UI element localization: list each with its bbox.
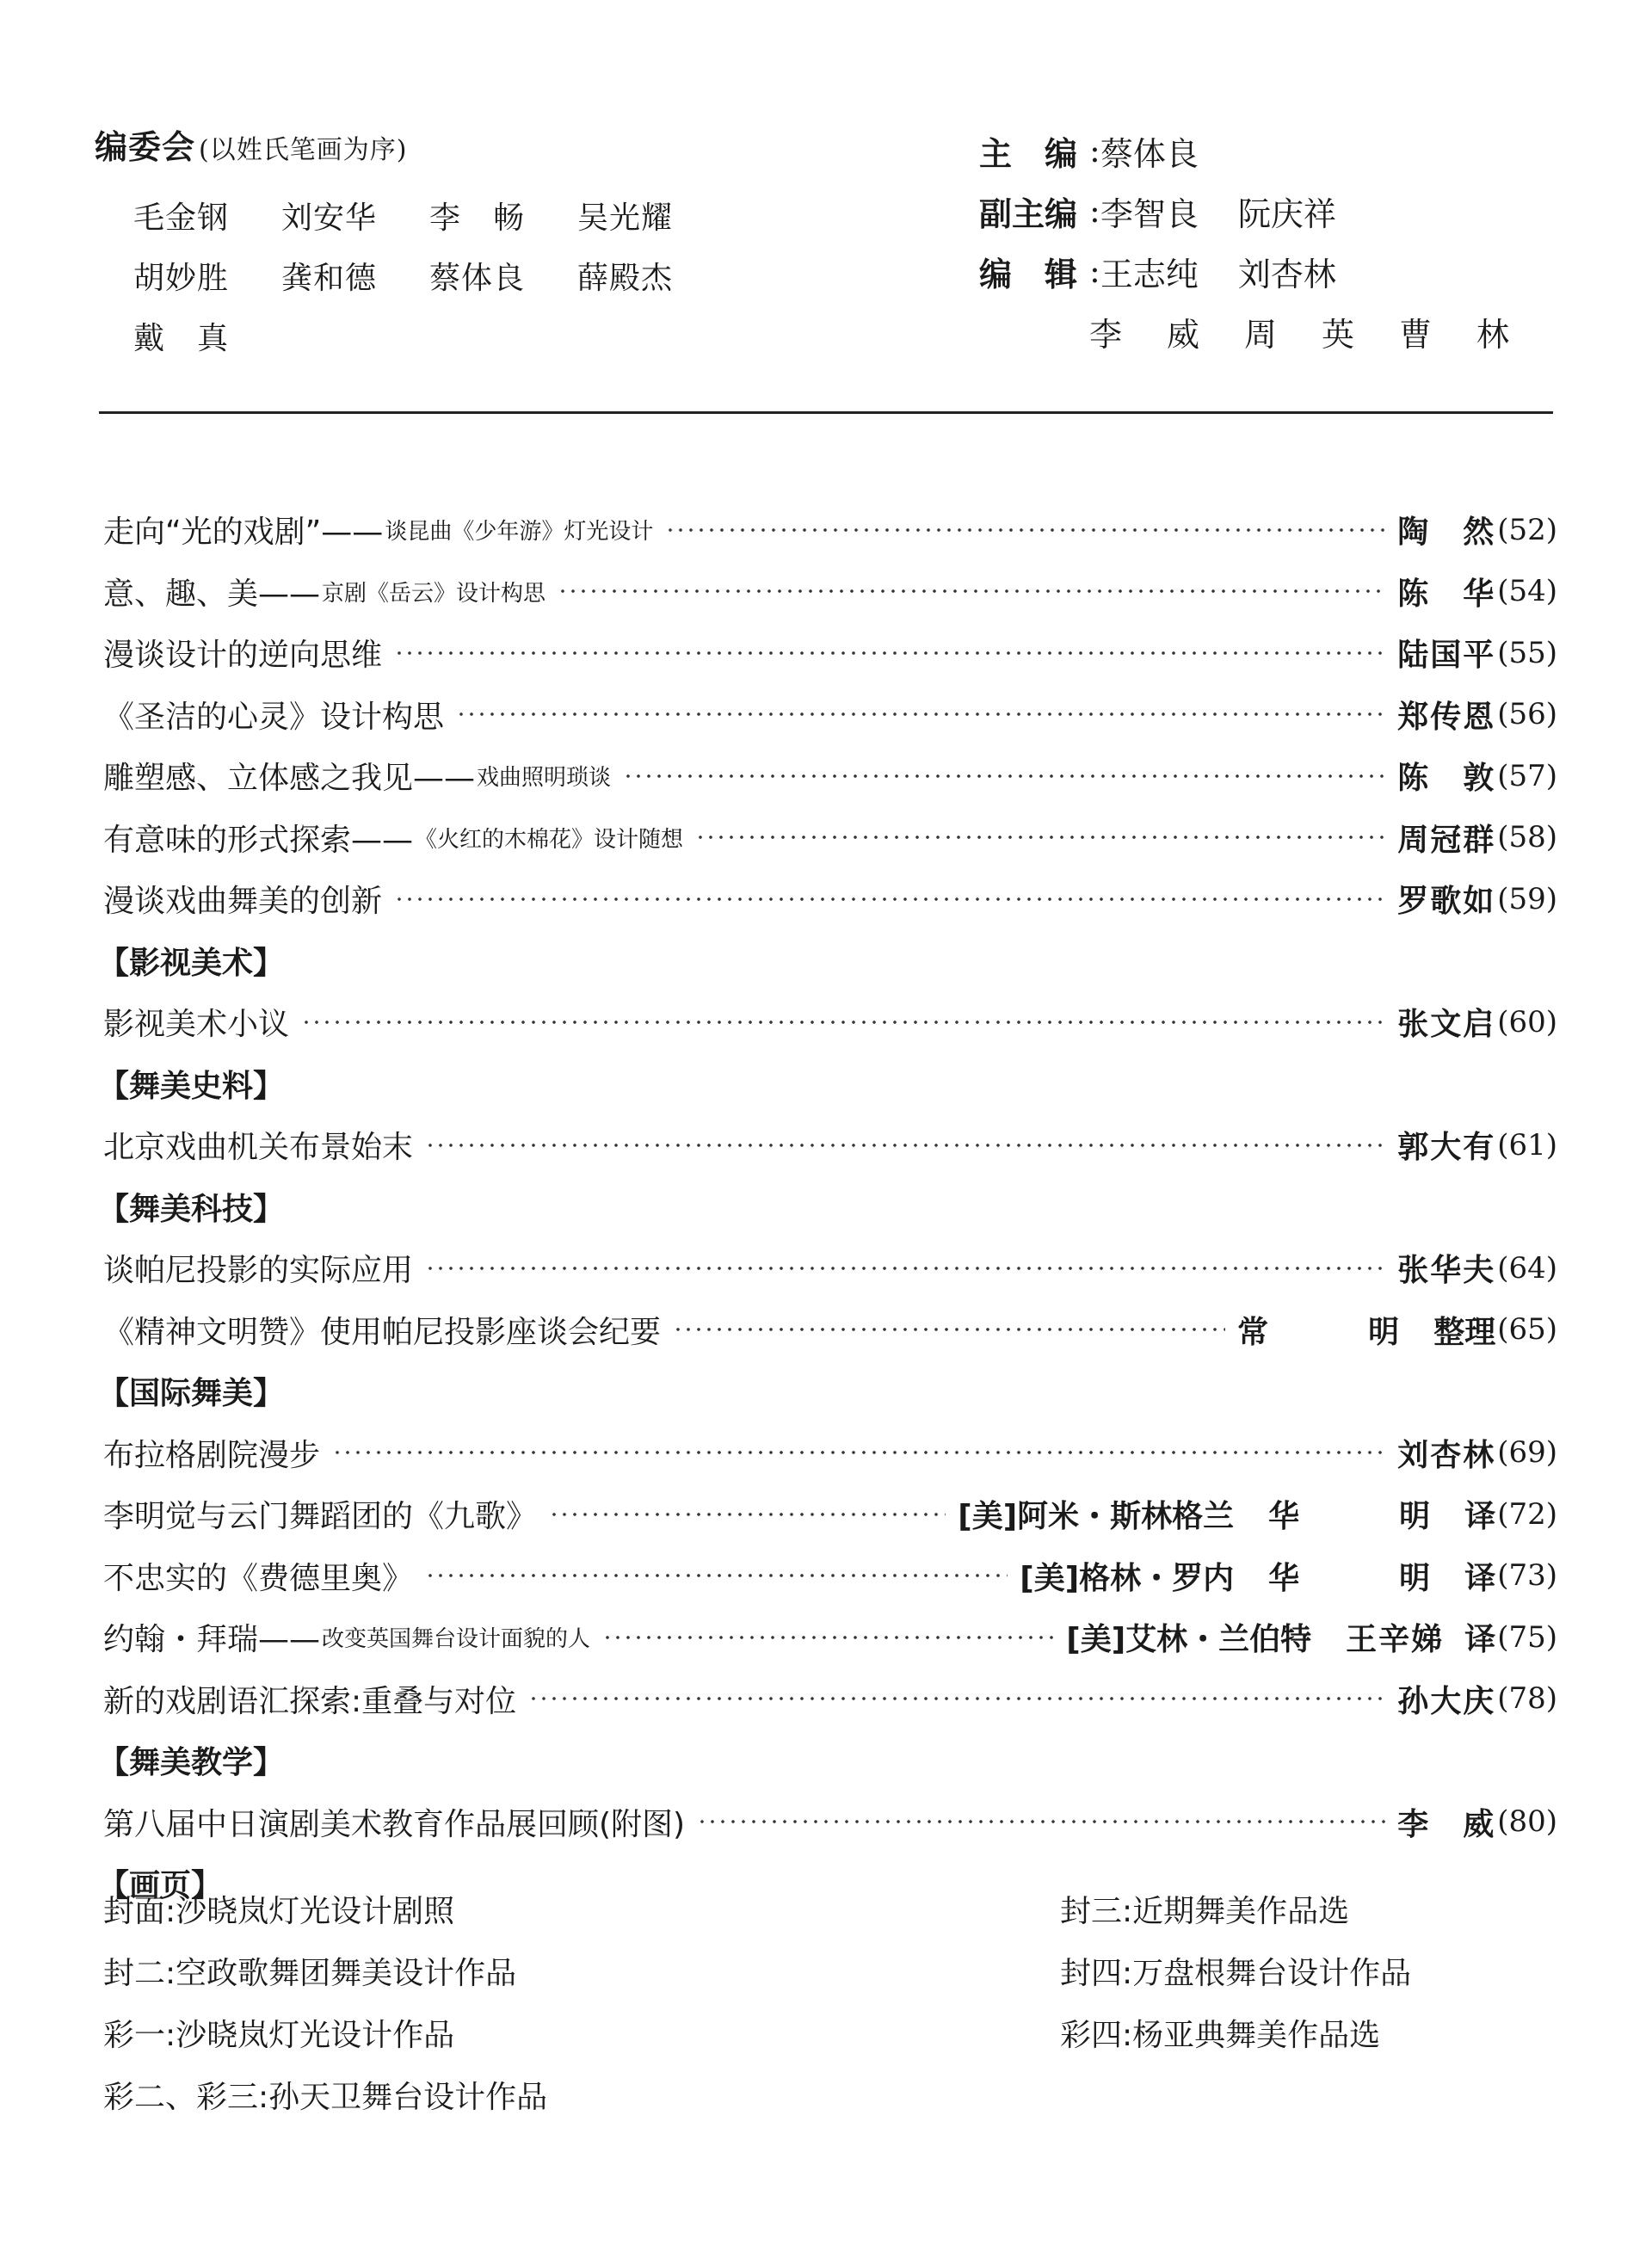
plate-item: 封面:沙晓岚灯光设计剧照 [103, 1893, 455, 1929]
entry-title: 《精神文明赞》使用帕尼投影座谈会纪要 [103, 1314, 662, 1350]
entry-page: (65) [1497, 1312, 1557, 1348]
entry-subtitle: 《火红的木棉花》设计随想 [415, 826, 684, 853]
board-member: 李 畅 [429, 200, 526, 236]
chief-editor-name: 蔡体良 [1100, 134, 1199, 173]
entry-page: (69) [1497, 1435, 1557, 1471]
dot-leader [558, 589, 1385, 593]
section-heading-teaching: 【舞美教学】 [98, 1745, 285, 1781]
deputy-editor-names [1100, 188, 1336, 235]
section-heading-history: 【舞美史料】 [98, 1068, 285, 1104]
deputy-editor-name: 阮庆祥 [1237, 194, 1336, 233]
dot-leader [549, 1513, 946, 1516]
entry-role: 译 [1464, 1622, 1496, 1658]
entry-page: (54) [1497, 574, 1557, 609]
plate-item: 彩一:沙晓岚灯光设计作品 [103, 2017, 455, 2053]
board-member: 龚和德 [281, 260, 378, 296]
entry-title: 新的戏剧语汇探索:重叠与对位 [103, 1683, 517, 1719]
entry-title: 不忠实的《费德里奥》 [103, 1560, 414, 1596]
entry-title: 《圣洁的心灵》设计构思 [103, 699, 445, 735]
dot-leader [602, 1636, 1054, 1639]
entry-author: 常 明 [1237, 1314, 1434, 1350]
entry-title: 李明觉与云门舞蹈团的《九歌》 [103, 1499, 538, 1535]
dot-leader [456, 712, 1385, 716]
plate-item: 封三:近期舞美作品选 [1060, 1893, 1350, 1929]
plates-left-column [103, 1878, 547, 2125]
entry-page: (59) [1497, 881, 1557, 916]
entry-page: (55) [1497, 635, 1557, 670]
board-row [133, 305, 783, 366]
entry-page: (58) [1497, 820, 1557, 855]
dot-leader [425, 1267, 1385, 1270]
editorial-board-title [95, 120, 783, 168]
table-of-contents [98, 499, 1557, 1915]
editor-name: 王志纯 [1100, 255, 1199, 293]
entry-title: 雕塑感、立体感之我见—— [103, 761, 476, 797]
editor-name-char: 英 [1322, 315, 1355, 354]
entry-title: 约翰・拜瑞—— [103, 1622, 321, 1658]
plate-item: 彩四:杨亚典舞美作品选 [1060, 2017, 1381, 2053]
toc-entry[interactable] [103, 1299, 1557, 1361]
section-heading-plates: 【画页】 [98, 1868, 223, 1904]
dot-leader [301, 1021, 1385, 1024]
dot-leader [332, 1451, 1385, 1454]
entry-title: 漫谈戏曲舞美的创新 [103, 884, 383, 920]
toc-entry[interactable] [103, 1422, 1557, 1484]
chief-editor-separator: : [1089, 132, 1100, 170]
board-row [133, 245, 783, 305]
board-member: 毛金钢 [133, 200, 230, 236]
deputy-editor-row [979, 181, 1581, 241]
entry-subtitle: 京剧《岳云》设计构思 [322, 580, 546, 607]
toc-entry[interactable] [103, 1237, 1557, 1299]
toc-entry[interactable] [103, 807, 1557, 869]
dot-leader [697, 1820, 1385, 1823]
toc-entry[interactable] [103, 868, 1557, 930]
board-row [133, 185, 783, 245]
plate-item: 封四:万盘根舞台设计作品 [1060, 1955, 1412, 1991]
header-divider [99, 411, 1553, 414]
deputy-editor-name: 李智良 [1100, 194, 1199, 233]
entry-author: 陈 敦 [1397, 761, 1496, 797]
entry-author: 周冠群 [1397, 822, 1496, 858]
editors-separator: : [1089, 252, 1100, 290]
toc-entry[interactable] [103, 684, 1557, 746]
board-member: 刘安华 [281, 200, 378, 236]
dot-leader [394, 651, 1385, 655]
toc-entry[interactable] [103, 1668, 1557, 1730]
deputy-editor-label: 副主编 [979, 194, 1078, 233]
toc-entry[interactable] [103, 1483, 1557, 1545]
dot-leader [695, 836, 1385, 839]
entry-author: 郑传恩 [1397, 699, 1496, 735]
entry-author: 罗歌如 [1397, 884, 1496, 920]
dot-leader [425, 1574, 1008, 1577]
dot-leader [673, 1328, 1225, 1331]
toc-entry[interactable] [103, 561, 1557, 623]
board-member: 吴光耀 [577, 200, 674, 236]
board-member: 薛殿杰 [577, 260, 674, 296]
editors-row-2 [979, 301, 1581, 361]
plate-item: 彩二、彩三:孙天卫舞台设计作品 [103, 2079, 548, 2115]
entry-role: 译 [1464, 1499, 1496, 1535]
toc-entry[interactable] [103, 622, 1557, 684]
toc-entry[interactable] [103, 745, 1557, 807]
editor-name-char: 曹 [1399, 315, 1433, 354]
editor-name-char: 威 [1167, 315, 1200, 354]
entry-page: (75) [1497, 1619, 1557, 1655]
entry-page: (80) [1497, 1804, 1557, 1840]
entry-translator: 华 明 [1268, 1560, 1465, 1596]
entry-author: 李 威 [1397, 1806, 1496, 1842]
dot-leader [425, 1144, 1385, 1147]
entry-translator: 王辛娣 [1346, 1622, 1445, 1658]
board-member: 蔡体良 [429, 260, 526, 296]
entry-page: (78) [1497, 1681, 1557, 1717]
entry-title: 意、趣、美—— [103, 576, 321, 612]
board-member: 戴 真 [133, 320, 230, 356]
entry-title: 北京戏曲机关布景始末 [103, 1130, 414, 1166]
entry-translator: 华 明 [1268, 1499, 1465, 1535]
editors-row [979, 241, 1581, 301]
chief-editor-label: 主 编 [979, 133, 1078, 173]
board-member: 胡妙胜 [133, 260, 230, 296]
entry-author: 郭大有 [1397, 1130, 1496, 1166]
entry-writer: [美]格林・罗内 [1020, 1560, 1235, 1596]
toc-entry[interactable] [103, 1114, 1557, 1176]
section-heading-technology: 【舞美科技】 [98, 1191, 285, 1227]
entry-author: 陈 华 [1397, 576, 1496, 612]
editors-label: 编 辑 [979, 254, 1078, 293]
entry-page: (60) [1497, 1004, 1557, 1039]
editor-name-char: 李 [1089, 315, 1123, 354]
entry-author: 孙大庆 [1397, 1683, 1496, 1719]
board-member-list [133, 185, 783, 366]
entry-page: (57) [1497, 758, 1557, 793]
editorial-board [95, 120, 783, 366]
entry-role: 译 [1464, 1560, 1496, 1596]
entry-writer: [美]阿米・斯林格兰 [958, 1499, 1235, 1535]
dot-leader [528, 1697, 1385, 1700]
board-title-text: 编委会 [95, 127, 196, 166]
toc-entry[interactable] [103, 1545, 1557, 1607]
entry-page: (73) [1497, 1558, 1557, 1594]
plates-right-column [1060, 1878, 1411, 2063]
section-heading-film-art: 【影视美术】 [98, 945, 285, 981]
toc-entry[interactable] [103, 991, 1557, 1053]
entry-role: 整理 [1433, 1314, 1496, 1350]
toc-entry[interactable] [103, 1792, 1557, 1853]
editorial-staff [979, 120, 1581, 361]
plate-item: 封二:空政歌舞团舞美设计作品 [103, 1955, 517, 1991]
entry-title: 有意味的形式探索—— [103, 822, 414, 858]
dot-leader [623, 774, 1385, 778]
entry-title: 布拉格剧院漫步 [103, 1437, 321, 1473]
deputy-editor-separator: : [1089, 192, 1100, 230]
entry-page: (61) [1497, 1127, 1557, 1163]
entry-author: 张文启 [1397, 1007, 1496, 1043]
dot-leader [394, 897, 1385, 901]
entry-page: (72) [1497, 1496, 1557, 1532]
entry-title: 第八届中日演剧美术教育作品展回顾(附图) [103, 1806, 686, 1842]
entry-author: 陶 然 [1397, 515, 1496, 551]
entry-author: 张华夫 [1397, 1253, 1496, 1289]
editor-names [1089, 308, 1554, 355]
entry-author: 刘杏林 [1397, 1437, 1496, 1473]
editor-name: 刘杏林 [1237, 255, 1336, 293]
entry-page: (64) [1497, 1250, 1557, 1286]
chief-editor-row [979, 120, 1581, 181]
entry-subtitle: 改变英国舞台设计面貌的人 [322, 1626, 591, 1653]
dot-leader [665, 528, 1385, 532]
editor-names [1100, 248, 1336, 295]
entry-title: 漫谈设计的逆向思维 [103, 638, 383, 674]
entry-title: 谈帕尼投影的实际应用 [103, 1253, 414, 1289]
section-heading-international: 【国际舞美】 [98, 1376, 285, 1412]
board-note: (以姓氏笔画为序) [199, 135, 408, 165]
entry-subtitle: 戏曲照明琐谈 [477, 765, 612, 792]
entry-title: 走向“光的戏剧”—— [103, 515, 384, 551]
toc-entry[interactable] [103, 1607, 1557, 1668]
editor-name-char: 周 [1244, 315, 1278, 354]
entry-title: 影视美术小议 [103, 1007, 290, 1043]
entry-author: 陆国平 [1397, 638, 1496, 674]
entry-page: (52) [1497, 512, 1557, 547]
entry-page: (56) [1497, 697, 1557, 732]
entry-subtitle: 谈昆曲《少年游》灯光设计 [385, 519, 654, 546]
editor-name-char: 林 [1476, 315, 1510, 354]
entry-writer: [美]艾林・兰伯特 [1066, 1622, 1312, 1658]
toc-entry[interactable] [103, 499, 1557, 561]
